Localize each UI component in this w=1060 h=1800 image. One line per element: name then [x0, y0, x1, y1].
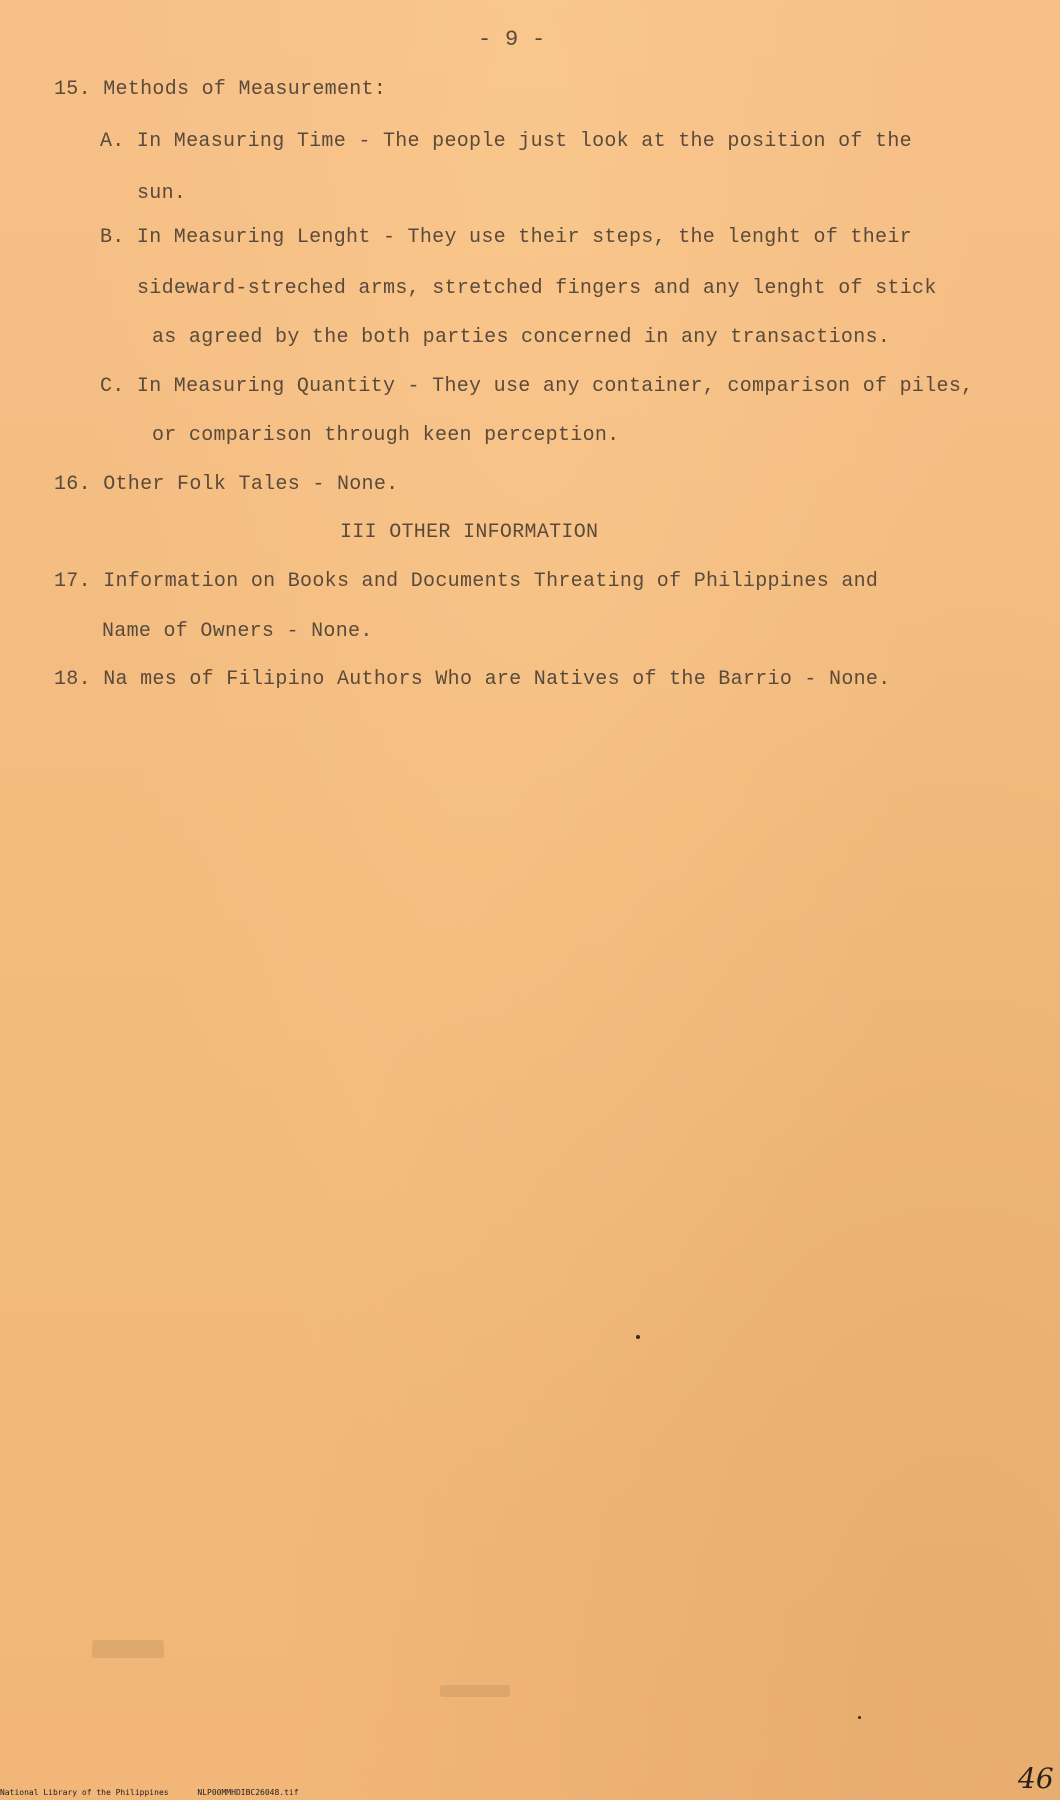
item-15a-line-1: A. In Measuring Time - The people just look at the position of the	[100, 130, 912, 153]
page-number: - 9 -	[478, 27, 546, 52]
item-17-line-1: 17. Information on Books and Documents Threating of Philippines and	[54, 570, 879, 593]
item-15b-line-3: as agreed by the both parties concerned in any transactions.	[152, 326, 891, 349]
ink-dot	[636, 1335, 640, 1339]
footer-library: National Library of the Philippines	[0, 1788, 169, 1797]
footer-file: NLP00MMHDIBC26048.tif	[197, 1788, 299, 1797]
handwritten-page-mark: 46	[1018, 1762, 1054, 1795]
item-15-heading: 15. Methods of Measurement:	[54, 78, 387, 101]
smudge-mark	[92, 1640, 164, 1658]
item-15b-line-2: sideward-streched arms, stretched fingers and any lenght of stick	[137, 277, 937, 300]
scan-footer	[0, 1788, 323, 1798]
item-16: 16. Other Folk Tales - None.	[54, 473, 399, 496]
item-17-line-2: Name of Owners - None.	[102, 620, 373, 643]
item-15c-line-2: or comparison through keen perception.	[152, 424, 620, 447]
smudge-mark	[440, 1685, 510, 1697]
item-18: 18. Na mes of Filipino Authors Who are Natives of the Barrio - None.	[54, 668, 891, 691]
item-15c-line-1: C. In Measuring Quantity - They use any container, comparison of piles,	[100, 375, 974, 398]
item-15b-line-1: B. In Measuring Lenght - They use their steps, the lenght of their	[100, 226, 912, 249]
item-15a-line-2: sun.	[137, 182, 187, 205]
ink-dot	[858, 1716, 861, 1719]
section-heading: III OTHER INFORMATION	[340, 521, 599, 544]
